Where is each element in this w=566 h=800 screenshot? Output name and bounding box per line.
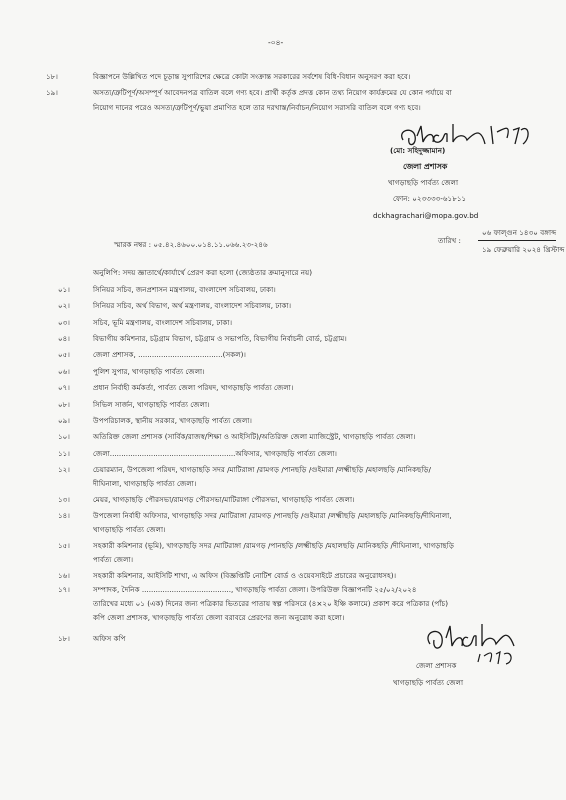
recipient-text: জেলা প্রশাসক, .....................................(সকল)। [93, 350, 246, 359]
date-divider [478, 240, 556, 241]
signatory-name: (মো: সহিদুজ্জামান) [390, 146, 446, 155]
signatory-email: dckhagrachari@mopa.gov.bd [373, 211, 479, 220]
recipient-number: ০৩। [58, 318, 70, 327]
recipient-text: উপজেলা নির্বাহী অফিসার, খাগড়াছড়ি সদর /মাটিরাঙ্গা /রামগড় /পানছড়ি /গুইমারা /লক্ষ্মীছড়ি /মহালছড়ি /মানিকছড়ি/দীঘিনালা, [93, 511, 452, 520]
clause-number: ১৮। [46, 72, 58, 81]
recipient-number: ০৮। [58, 400, 70, 409]
copy-heading: অনুলিপি: সদয় জ্ঞাতার্থে/কার্যার্থে প্রেরণ করা হলো (জ্যেষ্ঠতার ক্রমানুসারে নয়) [93, 268, 313, 277]
recipient-number: ১৭। [58, 585, 70, 594]
recipient-text: দীঘিনালা, খাগড়াছড়ি পার্বত্য জেলা। [93, 479, 197, 488]
recipient-text: সচিব, ভূমি মন্ত্রণালয়, বাংলাদেশ সচিবালয়, ঢাকা। [93, 318, 233, 327]
recipient-number: ১৮। [58, 634, 70, 643]
recipient-text: মেয়র, খাগড়াছড়ি পৌরসভা/রামগড় পৌরসভা/মাটিরাঙ্গা পৌরসভা, খাগড়াছড়ি পার্বত্য জেলা। [93, 495, 355, 504]
recipient-text: পার্বত্য জেলা। [93, 555, 134, 564]
recipient-text: জেলা.......................................................অফিসার, খাগড়াছড়ি পার্বত্য জেলা। [93, 449, 337, 458]
recipient-text: অতিরিক্ত জেলা প্রশাসক (সার্বিক/রাজস্ব/শিক্ষা ও আইসিটি)/অতিরিক্ত জেলা ম্যাজিস্ট্রেট, খাগড়াছড়ি পার্বত্য জেলা। [93, 432, 416, 441]
date-label: তারিখ : [438, 236, 461, 245]
recipient-number: ০৬। [58, 367, 70, 376]
recipient-number: ০৫। [58, 350, 70, 359]
recipient-number: ১১। [58, 449, 70, 458]
recipient-text: সিভিল সার্জন, খাগড়াছড়ি পার্বত্য জেলা। [93, 400, 210, 409]
recipient-text: চেয়ারম্যান, উপজেলা পরিষদ, খাগড়াছড়ি সদর /মাটিরাঙ্গা /রামগড় /পানছড়ি /গুইমারা /লক্ষ্মীছড়ি /মহালছড়ি /মানিকছড়ি/ [93, 465, 431, 474]
recipient-number: ০৪। [58, 334, 70, 343]
bottom-district: খাগড়াছড়ি পার্বত্য জেলা [393, 678, 464, 687]
recipient-text: তারিখের মধ্যে ০১ (এক) দিনের জন্য পত্রিকার ভিতরের পাতায় স্বল্প পরিসরে (৪×২০ ইঞ্চি কলামে) প্রকাশ করে পত্রিকার (পাঁচ) [93, 599, 449, 608]
recipient-text: উপপরিচালক, স্থানীয় সরকার, খাগড়াছড়ি পার্বত্য জেলা। [93, 416, 252, 425]
recipient-text: বিভাগীয় কমিশনার, চট্টগ্রাম বিভাগ, চট্টগ্রাম ও সভাপতি, বিভাগীয় নির্বাচনী বোর্ড, চট্টগ্রাম। [93, 334, 347, 343]
recipient-text: সম্পাদক, দৈনিক ......................................., খাগড়াছড়ি পার্বত্য জেলা। উপরিউক্ত বিজ্ঞাপনটি ২৫/০২/২০২৪ [93, 585, 417, 594]
signatory-phone: ফোন: ০২৩৩৩৩-৬১৮১১ [393, 194, 467, 203]
clause-text: নিয়োগ দানের পরেও অসত্য/ত্রুটিপূর্ণ/ভুয়া প্রমাণিত হলে তার দরখাস্ত/নির্বাচন/নিয়োগ সরাসরি বাতিল বলে গণ্য হবে। [93, 103, 421, 112]
recipient-number: ১২। [58, 465, 70, 474]
recipient-number: ১৬। [58, 571, 70, 580]
clause-text: অসত্য/ত্রুটিপূর্ণ/অসম্পূর্ণ আবেদনপত্র বাতিল বলে গণ্য হবে। প্রার্থী কর্তৃক প্রদত্ত কোন তথ্য নিয়োগ কার্যক্রমের যে কোন পর্যায়ে বা [93, 88, 452, 97]
recipient-number: ১০। [58, 432, 70, 441]
signatory-district: খাগড়াছড়ি পার্বত্য জেলা [388, 178, 459, 187]
clause-number: ১৯। [46, 88, 58, 97]
recipient-number: ০৯। [58, 416, 70, 425]
recipient-text: প্রধান নির্বাহী কর্মকর্তা, পার্বত্য জেলা পরিষদ, খাগড়াছড়ি পার্বত্য জেলা। [93, 383, 294, 392]
bottom-designation: জেলা প্রশাসক [416, 661, 457, 670]
recipient-number: ০২। [58, 301, 70, 310]
recipient-text: কপি জেলা প্রশাসক, খাগড়াছড়ি পার্বত্য জেলা বরাবরে প্রেরণের জন্য অনুরোধ করা হলো। [93, 613, 345, 622]
recipient-text: সহকারী কমিশনার, আইসিটি শাখা, এ অফিস (বিজ্ঞপ্তিটি নোটিশ বোর্ড ও ওয়েবসাইটে প্রচারের অনুরোধসহ)। [93, 571, 397, 580]
date-bangla: ০৬ ফাল্গুন ১৪৩০ বঙ্গাব্দ [482, 228, 557, 237]
recipient-text: পুলিশ সুপার, খাগড়াছড়ি পার্বত্য জেলা। [93, 367, 205, 376]
memo-number: স্মারক নম্বর : ০৫.৪২.৪৬০০.০১৪.১১.০৬৬.২৩-২৪৬ [114, 240, 268, 249]
recipient-number: ১৫। [58, 541, 70, 550]
recipient-text: অফিস কপি [93, 634, 126, 643]
recipient-text: খাগড়াছড়ি পার্বত্য জেলা। [93, 525, 166, 534]
page-number: -০৪- [268, 38, 284, 47]
recipient-number: ০৭। [58, 383, 70, 392]
signatory-designation: জেলা প্রশাসক [403, 162, 448, 171]
recipient-text: সিনিয়র সচিব, জনপ্রশাসন মন্ত্রণালয়, বাংলাদেশ সচিবালয়, ঢাকা। [93, 285, 276, 294]
recipient-text: সিনিয়র সচিব, অর্থ বিভাগ, অর্থ মন্ত্রণালয়, বাংলাদেশ সচিবালয়, ঢাকা। [93, 301, 292, 310]
recipient-number: ১৩। [58, 495, 70, 504]
recipient-text: সহকারী কমিশনার (ভূমি), খাগড়াছড়ি সদর /মাটিরাঙ্গা /রামগড় /পানছড়ি /লক্ষ্মীছড়ি /মহালছড়ি /মানিকছড়ি /দীঘিনালা, খাগড়াছড়ি [93, 541, 454, 550]
recipient-number: ১৪। [58, 511, 70, 520]
clause-text: বিজ্ঞাপনে উল্লিখিত পদে চূড়ান্ত সুপারিশের ক্ষেত্রে কোটা সংক্রান্ত সরকারের সর্বশেষ বিধি-বিধান অনুসরণ করা হবে। [93, 72, 411, 81]
recipient-number: ০১। [58, 285, 70, 294]
date-english: ১৯ ফেব্রুয়ারি ২০২৪ খ্রিস্টাব্দ [482, 245, 565, 254]
